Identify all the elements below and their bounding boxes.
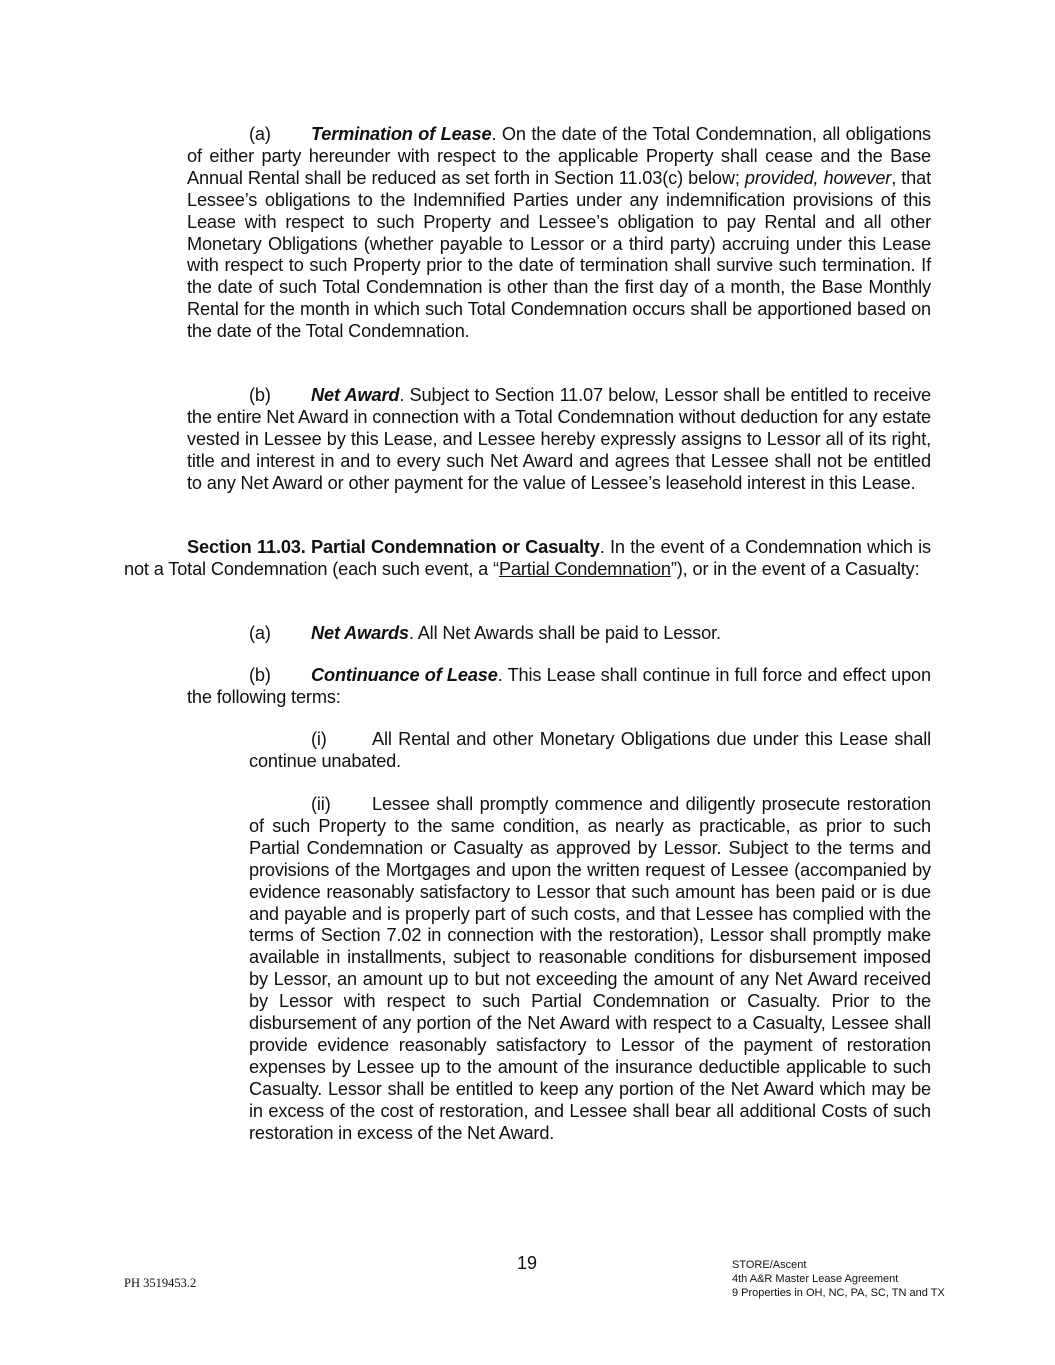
- paragraph-text: . This Lease shall continue in full force and effect upon the following terms:: [187, 665, 931, 707]
- paragraph-termination-of-lease: [187, 124, 931, 343]
- paragraph-heading: Net Award: [311, 385, 400, 405]
- subparagraph-label: (ii): [311, 794, 331, 814]
- footer-line: 9 Properties in OH, NC, PA, SC, TN and TX: [732, 1287, 945, 1299]
- paragraph-net-award: [187, 385, 931, 495]
- section-text: . In the event of a Condemnation which is not a Total Condemnation (each such event, a “: [124, 537, 931, 579]
- section-heading: Section 11.03. Partial Condemnation or Casualty: [187, 537, 600, 557]
- subparagraph-i: [249, 729, 931, 773]
- paragraph-label: (b): [249, 385, 271, 405]
- section-text: ”), or in the event of a Casualty:: [670, 558, 920, 579]
- paragraph-text: . On the date of the Total Condemnation, all obligations of either party hereunder with respect to the applicable Property shall cease and the Base Annual Rental shall be reduced as set forth in Section 11.03(c) below;: [187, 124, 931, 188]
- paragraph-continuance-of-lease: [187, 665, 931, 709]
- footer-doc-info: [732, 1258, 945, 1300]
- paragraph-label: (b): [249, 665, 271, 685]
- page-number: 19: [517, 1253, 538, 1273]
- subparagraph-ii: [249, 794, 931, 1145]
- document-id: PH 3519453.2: [124, 1276, 197, 1290]
- paragraph-net-awards: [187, 623, 931, 645]
- paragraph-text: . Subject to Section 11.07 below, Lessor shall be entitled to receive the entire Net Award in connection with a Total Condemnation without deduction for any estate vested in Lessee by this Lease, and Lessee hereby expressly assigns to Lessor all of its right, title and interest in and to every such Net Award and agrees that Lessee shall not be entitled to any Net Award or other payment for the value of Lessee’s leasehold interest in this Lease.: [187, 385, 931, 493]
- paragraph-heading: Termination of Lease: [311, 124, 492, 144]
- proviso-text: provided, however: [744, 167, 892, 188]
- paragraph-label: (a): [249, 124, 271, 144]
- section-11-03: [124, 537, 931, 581]
- paragraph-text: , that Lessee’s obligations to the Indemnified Parties under any indemnification provisions of this Lease with respect to such Property and Lessee’s obligation to pay Rental and all other Monetary Obligations (whether payable to Lessor or a third party) accruing under this Lease with respect to such Property prior to the date of termination shall survive such termination. If the date of such Total Condemnation is other than the first day of a month, the Base Monthly Rental for the month in which such Total Condemnation occurs shall be apportioned based on the date of the Total Condemnation.: [187, 167, 931, 342]
- paragraph-heading: Continuance of Lease: [311, 665, 498, 685]
- subparagraph-label: (i): [311, 729, 327, 749]
- paragraph-heading: Net Awards: [311, 623, 409, 643]
- footer-line: 4th A&R Master Lease Agreement: [732, 1273, 899, 1285]
- subparagraph-text: All Rental and other Monetary Obligations due under this Lease shall continue unabated.: [249, 729, 931, 771]
- paragraph-label: (a): [249, 623, 271, 643]
- subparagraph-text: Lessee shall promptly commence and diligently prosecute restoration of such Property to the same condition, as nearly as practicable, as prior to such Partial Condemnation or Casualty as approved by Lessor. Subject to the terms and provisions of the Mortgages and upon the written request of Lessee (accompanied by evidence reasonably satisfactory to Lessor that such amount has been paid or is due and payable and is properly part of such costs, and that Lessee has complied with the terms of Section 7.02 in connection with the restoration), Lessor shall promptly make available in installments, subject to reasonable conditions for disbursement imposed by Lessor, an amount up to but not exceeding the amount of any Net Award received by Lessor with respect to such Partial Condemnation or Casualty. Prior to the disbursement of any portion of the Net Award with respect to a Casualty, Lessee shall provide evidence reasonably satisfactory to Lessor of the payment of restoration expenses by Lessee up to the amount of the insurance deductible applicable to such Casualty. Lessor shall be entitled to keep any portion of the Net Award which may be in excess of the cost of restoration, and Lessee shall bear all additional Costs of such restoration in excess of the Net Award.: [249, 794, 931, 1143]
- footer-line: STORE/Ascent: [732, 1259, 807, 1271]
- defined-term: Partial Condemnation: [498, 558, 671, 579]
- paragraph-text: . All Net Awards shall be paid to Lessor.: [408, 623, 721, 643]
